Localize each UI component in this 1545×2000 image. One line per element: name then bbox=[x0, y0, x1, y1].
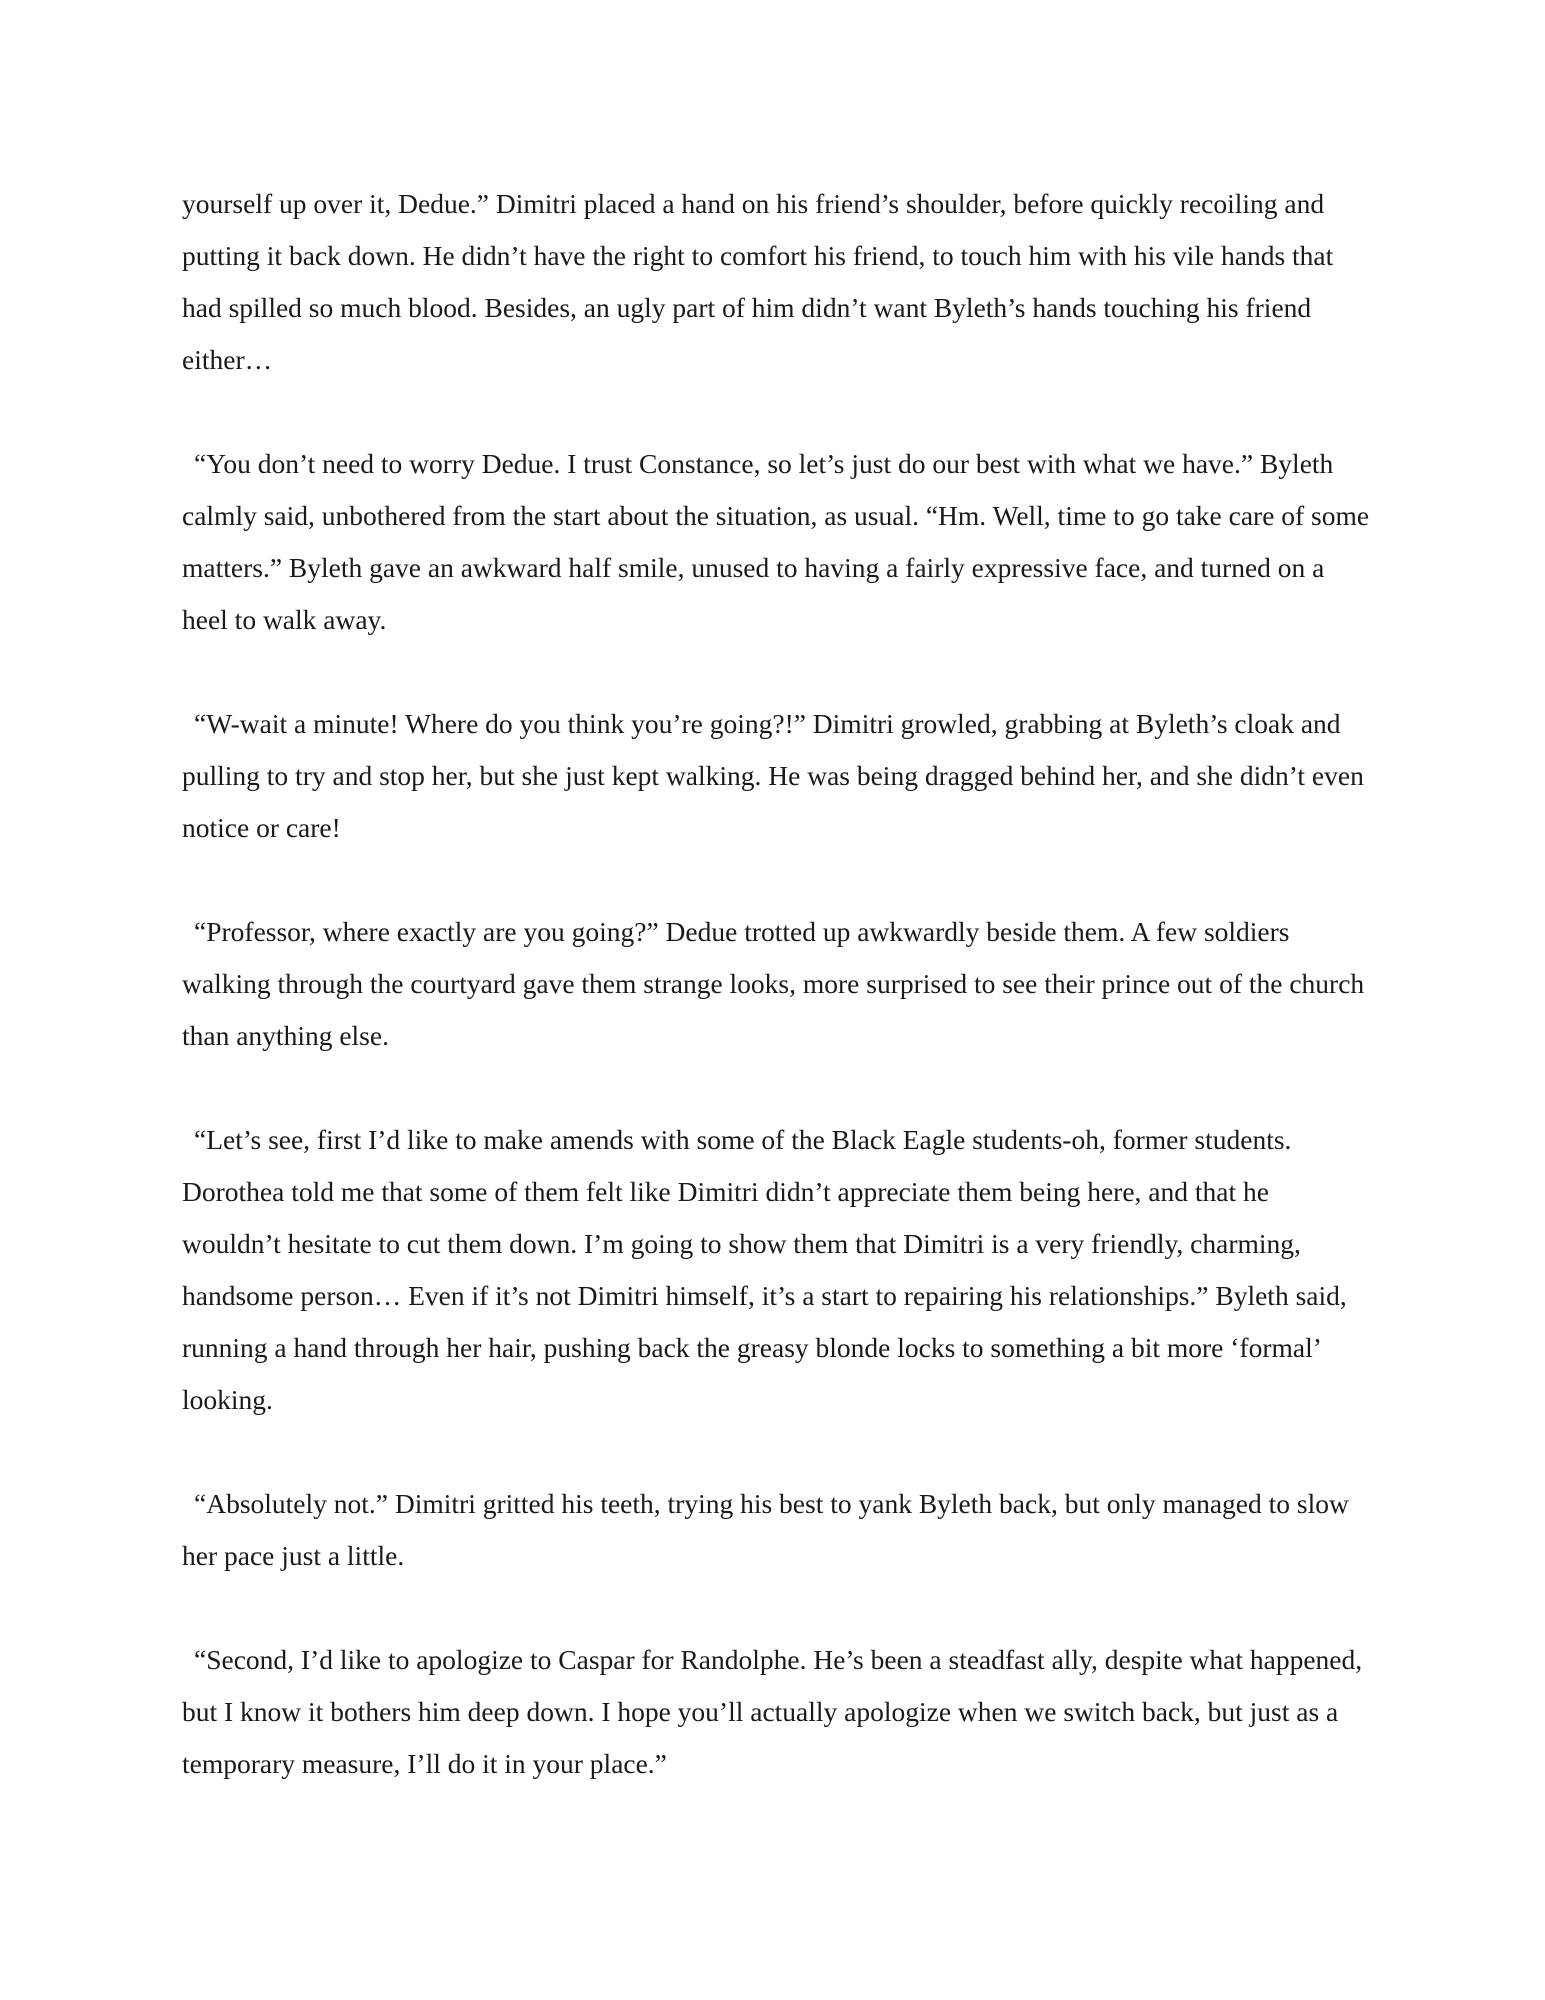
paragraph-6: “Absolutely not.” Dimitri gritted his teeth, trying his best to yank Byleth back, but only managed to slow her pace just a little. bbox=[182, 1488, 1349, 1571]
paragraph-2: “You don’t need to worry Dedue. I trust Constance, so let’s just do our best with what we have.” Byleth calmly said, unbothered from the start about the situation, as usual. “Hm. Well, time to go take care of some matters.” Byleth gave an awkward half smile, unused to having a fairly expressive face, and turned on a heel to walk away. bbox=[182, 448, 1370, 635]
paragraph-4: “Professor, where exactly are you going?” Dedue trotted up awkwardly beside them. A few soldiers walking through the courtyard gave them strange looks, more surprised to see their prince out of the church than anything else. bbox=[182, 916, 1365, 1051]
story-text bbox=[182, 178, 1372, 1842]
paragraph-3: “W-wait a minute! Where do you think you’re going?!” Dimitri growled, grabbing at Byleth’s cloak and pulling to try and stop her, but she just kept walking. He was being dragged behind her, and she didn’t even notice or care! bbox=[182, 708, 1364, 843]
paragraph-1: yourself up over it, Dedue.” Dimitri placed a hand on his friend’s shoulder, before quickly recoiling and putting it back down. He didn’t have the right to comfort his friend, to touch him with his vile hands that had spilled so much blood. Besides, an ugly part of him didn’t want Byleth’s hands touching his friend either… bbox=[182, 188, 1334, 375]
paragraph-7: “Second, I’d like to apologize to Caspar for Randolphe. He’s been a steadfast ally, despite what happened, but I know it bothers him deep down. I hope you’ll actually apologize when we switch back, but just as a temporary measure, I’ll do it in your place.” bbox=[182, 1644, 1363, 1779]
paragraph-5: “Let’s see, first I’d like to make amends with some of the Black Eagle students-oh, former students. Dorothea told me that some of them felt like Dimitri didn’t appreciate them being here, and that he wouldn’t hesitate to cut them down. I’m going to show them that Dimitri is a very friendly, charming, handsome person… Even if it’s not Dimitri himself, it’s a start to repairing his relationships.” Byleth said, running a hand through her hair, pushing back the greasy blonde locks to something a bit more ‘formal’ looking. bbox=[182, 1124, 1347, 1415]
